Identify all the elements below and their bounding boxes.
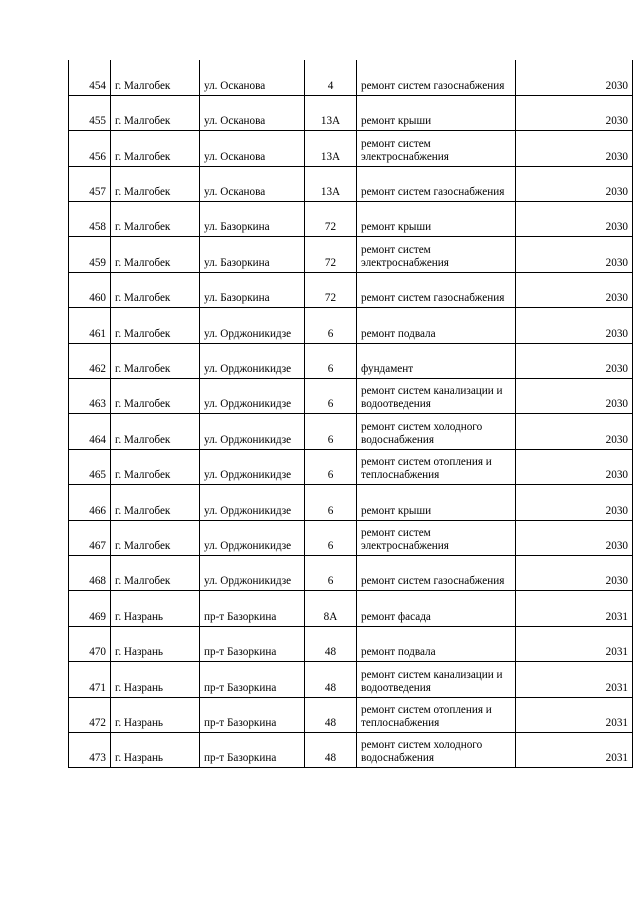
work-type-cell: ремонт систем газоснабжения xyxy=(357,166,516,201)
table-row xyxy=(69,662,633,697)
city-cell: г. Малгобек xyxy=(111,343,200,378)
table-row xyxy=(69,95,633,130)
table-row xyxy=(69,520,633,555)
work-type-cell: ремонт подвала xyxy=(357,626,516,661)
year-cell: 2030 xyxy=(516,485,633,520)
house-number-cell: 13А xyxy=(305,131,357,166)
year-cell: 2031 xyxy=(516,626,633,661)
work-type-cell: ремонт крыши xyxy=(357,485,516,520)
table-row xyxy=(69,60,633,95)
house-number-cell: 6 xyxy=(305,308,357,343)
street-cell: пр-т Базоркина xyxy=(200,591,305,626)
row-number: 463 xyxy=(69,379,111,414)
year-cell: 2030 xyxy=(516,272,633,307)
table-row xyxy=(69,732,633,767)
row-number: 459 xyxy=(69,237,111,272)
house-number-cell: 6 xyxy=(305,555,357,590)
year-cell: 2030 xyxy=(516,166,633,201)
city-cell: г. Назрань xyxy=(111,697,200,732)
house-number-cell: 13А xyxy=(305,95,357,130)
street-cell: ул. Осканова xyxy=(200,166,305,201)
table-body xyxy=(69,60,633,768)
city-cell: г. Малгобек xyxy=(111,485,200,520)
house-number-cell: 48 xyxy=(305,662,357,697)
row-number: 470 xyxy=(69,626,111,661)
street-cell: ул. Орджоникидзе xyxy=(200,449,305,484)
year-cell: 2030 xyxy=(516,95,633,130)
city-cell: г. Малгобек xyxy=(111,237,200,272)
row-number: 466 xyxy=(69,485,111,520)
row-number: 457 xyxy=(69,166,111,201)
city-cell: г. Малгобек xyxy=(111,379,200,414)
street-cell: пр-т Базоркина xyxy=(200,697,305,732)
house-number-cell: 6 xyxy=(305,414,357,449)
row-number: 454 xyxy=(69,60,111,95)
work-type-cell: ремонт крыши xyxy=(357,202,516,237)
table-row xyxy=(69,485,633,520)
table-row xyxy=(69,202,633,237)
house-number-cell: 6 xyxy=(305,343,357,378)
house-number-cell: 6 xyxy=(305,485,357,520)
row-number: 472 xyxy=(69,697,111,732)
year-cell: 2030 xyxy=(516,308,633,343)
house-number-cell: 6 xyxy=(305,449,357,484)
table-row xyxy=(69,379,633,414)
table-row xyxy=(69,237,633,272)
row-number: 458 xyxy=(69,202,111,237)
work-type-cell: ремонт систем канализации и водоотведения xyxy=(357,662,516,697)
table-row xyxy=(69,449,633,484)
work-type-cell: ремонт систем электроснабжения xyxy=(357,237,516,272)
year-cell: 2030 xyxy=(516,449,633,484)
row-number: 468 xyxy=(69,555,111,590)
house-number-cell: 6 xyxy=(305,520,357,555)
row-number: 467 xyxy=(69,520,111,555)
house-number-cell: 72 xyxy=(305,237,357,272)
street-cell: ул. Базоркина xyxy=(200,237,305,272)
street-cell: ул. Осканова xyxy=(200,95,305,130)
year-cell: 2030 xyxy=(516,237,633,272)
city-cell: г. Малгобек xyxy=(111,520,200,555)
work-type-cell: ремонт систем отопления и теплоснабжения xyxy=(357,697,516,732)
table-row xyxy=(69,343,633,378)
table-row xyxy=(69,166,633,201)
street-cell: ул. Орджоникидзе xyxy=(200,343,305,378)
city-cell: г. Назрань xyxy=(111,732,200,767)
row-number: 471 xyxy=(69,662,111,697)
table-row xyxy=(69,308,633,343)
city-cell: г. Малгобек xyxy=(111,555,200,590)
row-number: 455 xyxy=(69,95,111,130)
house-number-cell: 13А xyxy=(305,166,357,201)
year-cell: 2031 xyxy=(516,697,633,732)
city-cell: г. Назрань xyxy=(111,626,200,661)
house-number-cell: 8А xyxy=(305,591,357,626)
row-number: 465 xyxy=(69,449,111,484)
street-cell: ул. Орджоникидзе xyxy=(200,414,305,449)
street-cell: ул. Орджоникидзе xyxy=(200,485,305,520)
row-number: 469 xyxy=(69,591,111,626)
work-type-cell: ремонт систем холодного водоснабжения xyxy=(357,414,516,449)
house-number-cell: 48 xyxy=(305,697,357,732)
row-number: 456 xyxy=(69,131,111,166)
work-type-cell: ремонт подвала xyxy=(357,308,516,343)
street-cell: пр-т Базоркина xyxy=(200,732,305,767)
work-type-cell: ремонт систем газоснабжения xyxy=(357,60,516,95)
city-cell: г. Малгобек xyxy=(111,131,200,166)
year-cell: 2030 xyxy=(516,414,633,449)
city-cell: г. Назрань xyxy=(111,591,200,626)
year-cell: 2030 xyxy=(516,379,633,414)
year-cell: 2030 xyxy=(516,555,633,590)
work-type-cell: ремонт систем газоснабжения xyxy=(357,555,516,590)
work-type-cell: фундамент xyxy=(357,343,516,378)
work-type-cell: ремонт систем электроснабжения xyxy=(357,131,516,166)
house-number-cell: 48 xyxy=(305,626,357,661)
street-cell: ул. Осканова xyxy=(200,131,305,166)
repair-schedule-table xyxy=(68,60,633,768)
city-cell: г. Малгобек xyxy=(111,202,200,237)
house-number-cell: 6 xyxy=(305,379,357,414)
table-row xyxy=(69,131,633,166)
year-cell: 2030 xyxy=(516,520,633,555)
street-cell: пр-т Базоркина xyxy=(200,626,305,661)
city-cell: г. Малгобек xyxy=(111,95,200,130)
table-row xyxy=(69,414,633,449)
work-type-cell: ремонт систем электроснабжения xyxy=(357,520,516,555)
year-cell: 2031 xyxy=(516,732,633,767)
row-number: 462 xyxy=(69,343,111,378)
year-cell: 2031 xyxy=(516,662,633,697)
city-cell: г. Малгобек xyxy=(111,166,200,201)
year-cell: 2030 xyxy=(516,202,633,237)
street-cell: ул. Базоркина xyxy=(200,202,305,237)
house-number-cell: 72 xyxy=(305,202,357,237)
city-cell: г. Малгобек xyxy=(111,414,200,449)
year-cell: 2030 xyxy=(516,131,633,166)
work-type-cell: ремонт систем холодного водоснабжения xyxy=(357,732,516,767)
street-cell: ул. Орджоникидзе xyxy=(200,520,305,555)
street-cell: ул. Осканова xyxy=(200,60,305,95)
row-number: 464 xyxy=(69,414,111,449)
row-number: 460 xyxy=(69,272,111,307)
street-cell: ул. Орджоникидзе xyxy=(200,308,305,343)
work-type-cell: ремонт систем газоснабжения xyxy=(357,272,516,307)
city-cell: г. Малгобек xyxy=(111,308,200,343)
table-row xyxy=(69,697,633,732)
table-row xyxy=(69,272,633,307)
house-number-cell: 48 xyxy=(305,732,357,767)
street-cell: ул. Орджоникидзе xyxy=(200,555,305,590)
row-number: 461 xyxy=(69,308,111,343)
street-cell: ул. Базоркина xyxy=(200,272,305,307)
work-type-cell: ремонт систем отопления и теплоснабжения xyxy=(357,449,516,484)
city-cell: г. Малгобек xyxy=(111,449,200,484)
work-type-cell: ремонт систем канализации и водоотведения xyxy=(357,379,516,414)
work-type-cell: ремонт фасада xyxy=(357,591,516,626)
street-cell: пр-т Базоркина xyxy=(200,662,305,697)
table-row xyxy=(69,591,633,626)
city-cell: г. Назрань xyxy=(111,662,200,697)
house-number-cell: 4 xyxy=(305,60,357,95)
city-cell: г. Малгобек xyxy=(111,272,200,307)
year-cell: 2030 xyxy=(516,343,633,378)
table-row xyxy=(69,555,633,590)
street-cell: ул. Орджоникидзе xyxy=(200,379,305,414)
year-cell: 2031 xyxy=(516,591,633,626)
city-cell: г. Малгобек xyxy=(111,60,200,95)
work-type-cell: ремонт крыши xyxy=(357,95,516,130)
row-number: 473 xyxy=(69,732,111,767)
table-row xyxy=(69,626,633,661)
house-number-cell: 72 xyxy=(305,272,357,307)
year-cell: 2030 xyxy=(516,60,633,95)
